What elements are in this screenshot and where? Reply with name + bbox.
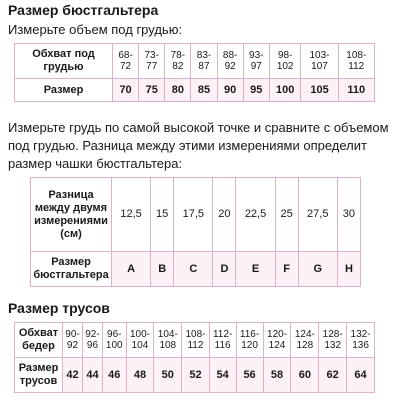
briefs-size-cell: 58: [263, 358, 291, 393]
briefs-size-cell: 46: [102, 358, 126, 393]
briefs-size-label: Размер трусов: [15, 358, 63, 393]
bra-size-title: Размер бюстгальтера: [8, 2, 159, 18]
briefs-size-table: [14, 322, 375, 393]
band-size-cell: 75: [139, 79, 165, 102]
briefs-size-cell: 54: [209, 358, 236, 393]
underbust-range-cell: 103-107: [301, 44, 338, 79]
underbust-range-cell: 68-72: [113, 44, 139, 79]
briefs-size-cell: 62: [319, 358, 347, 393]
band-size-table: [14, 43, 375, 102]
briefs-size-cell: 60: [291, 358, 319, 393]
briefs-size-cell: 48: [126, 358, 154, 393]
difference-cell: 25: [275, 178, 298, 252]
band-size-cell: 110: [338, 79, 374, 102]
hip-range-cell: 104-108: [154, 323, 182, 358]
briefs-size-cell: 50: [154, 358, 182, 393]
hip-range-cell: 120-124: [263, 323, 291, 358]
underbust-range-cell: 83-87: [191, 44, 217, 79]
difference-label: Разница между двумя измерениями (см): [31, 178, 112, 252]
underbust-instruction: Измерьте объем под грудью:: [8, 22, 183, 37]
briefs-size-cell: 56: [236, 358, 263, 393]
hip-range-cell: 96-100: [102, 323, 126, 358]
band-size-cell: 90: [217, 79, 243, 102]
cup-size-cell: F: [275, 252, 298, 287]
band-size-cell: 80: [165, 79, 191, 102]
band-size-cell: 105: [301, 79, 338, 102]
cup-size-table: [30, 177, 361, 287]
briefs-size-cell: 64: [347, 358, 375, 393]
briefs-size-cell: 42: [63, 358, 83, 393]
hip-range-cell: 100-104: [126, 323, 154, 358]
difference-cell: 22,5: [236, 178, 275, 252]
hip-label: Обхват бедер: [15, 323, 63, 358]
hip-range-cell: 90-92: [63, 323, 83, 358]
difference-cell: 27,5: [298, 178, 337, 252]
cup-size-cell: A: [112, 252, 151, 287]
briefs-size-title: Размер трусов: [8, 300, 110, 316]
difference-cell: 20: [213, 178, 236, 252]
band-size-cell: 95: [243, 79, 269, 102]
underbust-range-cell: 93-97: [243, 44, 269, 79]
briefs-size-cell: 52: [182, 358, 210, 393]
cup-size-label: Размер бюстгальтера: [31, 252, 112, 287]
cup-size-cell: E: [236, 252, 275, 287]
band-size-cell: 70: [113, 79, 139, 102]
hip-range-cell: 124-128: [291, 323, 319, 358]
underbust-range-cell: 88-92: [217, 44, 243, 79]
underbust-range-cell: 78-82: [165, 44, 191, 79]
hip-range-cell: 128-132: [319, 323, 347, 358]
hip-range-cell: 108-112: [182, 323, 210, 358]
underbust-range-cell: 108-112: [338, 44, 374, 79]
difference-cell: 17,5: [174, 178, 213, 252]
band-size-label: Размер: [15, 79, 113, 102]
difference-cell: 15: [151, 178, 174, 252]
hip-range-cell: 116-120: [236, 323, 263, 358]
underbust-range-cell: 73-77: [139, 44, 165, 79]
underbust-label: Обхват под грудью: [15, 44, 113, 79]
band-size-cell: 85: [191, 79, 217, 102]
briefs-size-cell: 44: [82, 358, 102, 393]
underbust-range-cell: 98-102: [269, 44, 301, 79]
cup-size-cell: D: [213, 252, 236, 287]
hip-range-cell: 92-96: [82, 323, 102, 358]
cup-instruction: Измерьте грудь по самой высокой точке и сравните с объемом под грудью. Разница между этими измерениями определит размер чашки бюстгальтера:: [8, 120, 389, 171]
cup-size-cell: B: [151, 252, 174, 287]
band-size-cell: 100: [269, 79, 301, 102]
hip-range-cell: 112-116: [209, 323, 236, 358]
cup-size-cell: C: [174, 252, 213, 287]
difference-cell: 30: [337, 178, 360, 252]
cup-size-cell: H: [337, 252, 360, 287]
difference-cell: 12,5: [112, 178, 151, 252]
cup-size-cell: G: [298, 252, 337, 287]
hip-range-cell: 132-136: [347, 323, 375, 358]
